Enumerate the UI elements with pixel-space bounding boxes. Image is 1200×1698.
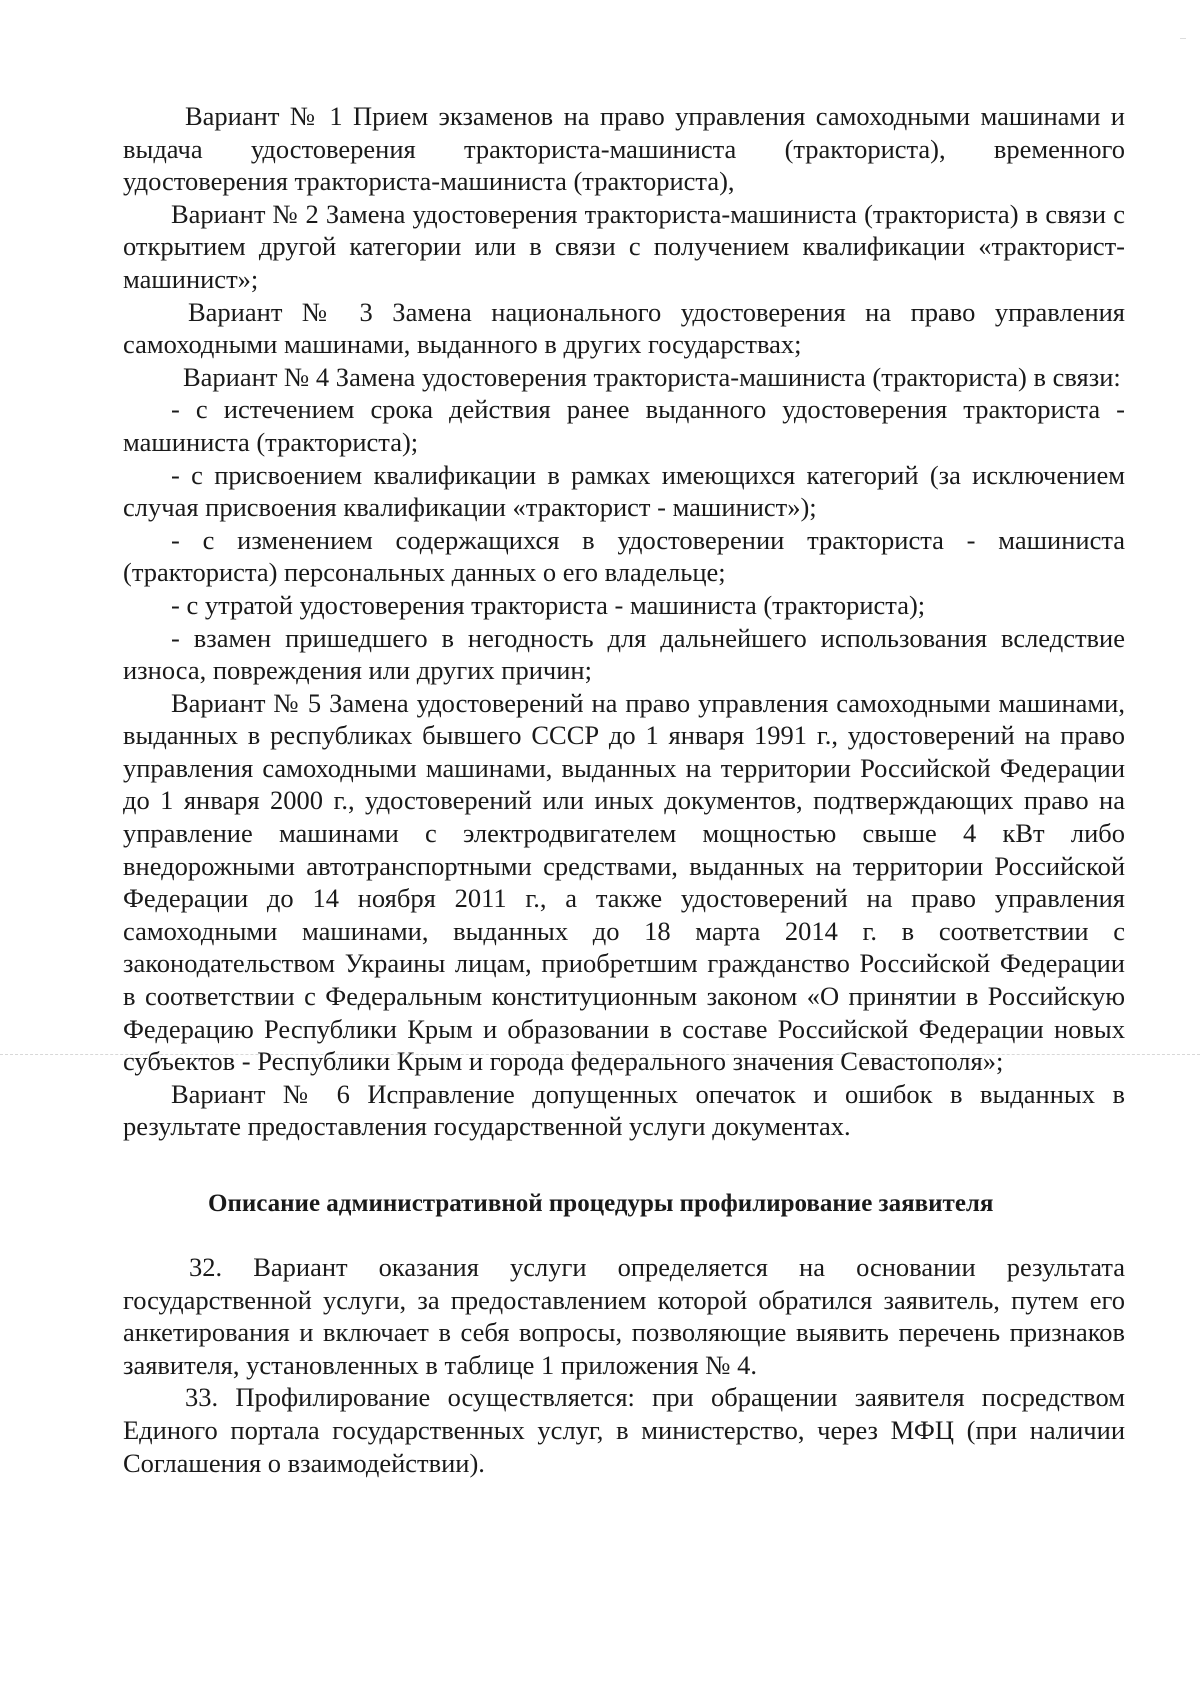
variant-4-item-damage: - взамен пришедшего в негодность для дальнейшего использования вследствие износа, повреждения или других причин;	[123, 622, 1125, 686]
paragraph-32: 32. Вариант оказания услуги определяется на основании результата государственной услуги, за предоставлением которой обратился заявитель, путем его анкетирования и включает в себя вопросы, позволяющие выявить перечень признаков заявителя, установленных в таблице 1 приложения № 4.	[123, 1252, 1125, 1380]
variant-6-paragraph: Вариант № 6 Исправление допущенных опечаток и ошибок в выданных в результате предоставления государственной услуги документах.	[123, 1078, 1125, 1142]
variant-4-item-loss: - с утратой удостоверения тракториста - машиниста (тракториста);	[171, 589, 926, 620]
variant-4-paragraph: Вариант № 4 Замена удостоверения тракториста-машиниста (тракториста) в связи:	[183, 361, 1121, 392]
variant-2-paragraph: Вариант № 2 Замена удостоверения тракториста-машиниста (тракториста) в связи с открытием другой категории или в связи с получением квалификации «тракторист-машинист»;	[123, 198, 1125, 294]
variant-4-item-qualification: - с присвоением квалификации в рамках имеющихся категорий (за исключением случая присвоения квалификации «тракторист - машинист»);	[123, 459, 1125, 523]
variant-3-paragraph: Вариант № 3 Замена национального удостоверения на право управления самоходными машинами, выданного в других государствах;	[123, 296, 1125, 360]
variant-4-item-expiry: - с истечением срока действия ранее выданного удостоверения тракториста - машиниста (тракториста);	[123, 394, 1125, 457]
paragraph-33: 33. Профилирование осуществляется: при обращении заявителя посредством Единого портала государственных услуг, в министерство, через МФЦ (при наличии Соглашения о взаимодействии).	[123, 1382, 1125, 1478]
variant-4-item-personal-data: - с изменением содержащихся в удостоверении тракториста - машиниста (тракториста) персональных данных о его владельце;	[123, 524, 1125, 588]
document-page	[123, 100, 1125, 1479]
scan-corner-mark	[1180, 38, 1186, 39]
section-heading: Описание административной процедуры профилирование заявителя	[208, 1190, 994, 1217]
variant-5-paragraph: Вариант № 5 Замена удостоверений на право управления самоходными машинами, выданных в республиках бывшего СССР до 1 января 1991 г., удостоверений на право управления самоходными машинами, выданных на территории Российской Федерации до 1 января 2000 г., удостоверений или иных документов, подтверждающих право на управление машинами с электродвигателем мощностью свыше 4 кВт либо внедорожными автотранспортными средствами, выданных на территории Российской Федерации до 14 ноября 2011 г., а также удостоверений на право управления самоходными машинами, выданных до 18 марта 2014 г. в соответствии с законодательством Украины лицам, приобретшим гражданство Российской Федерации в соответствии с Федеральным конституционным законом «О принятии в Российскую Федерацию Республики Крым и образовании в составе Российской Федерации новых субъектов - Республики Крым и города федерального значения Севастополя»;	[123, 687, 1125, 1077]
variant-1-paragraph: Вариант № 1 Прием экзаменов на право управления самоходными машинами и выдача удостоверения тракториста-машиниста (тракториста), временного удостоверения тракториста-машиниста (тракториста),	[123, 101, 1125, 197]
